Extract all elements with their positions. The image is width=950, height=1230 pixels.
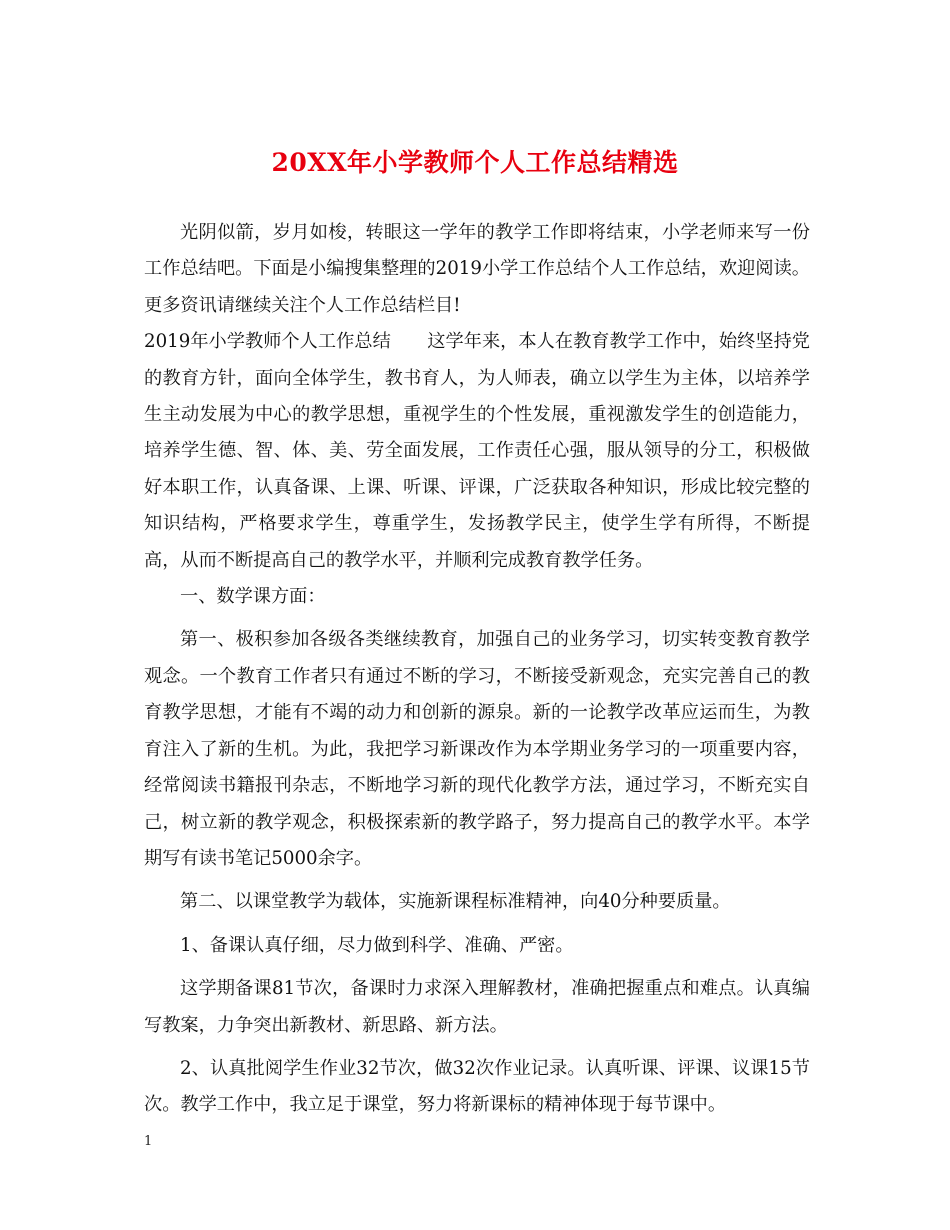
page-number: 1 [144,1134,153,1149]
section-heading-math: 一、数学课方面： [180,586,326,608]
item-two-paragraph: 2、认真批阅学生作业32节次，做32次作业记录。认真听课、评课、议课15节次。教学工作中，我立足于课堂，努力将新课标的精神体现于每节课中。 [144,1057,810,1116]
point-two-paragraph: 第二、以课堂教学为载体，实施新课程标准精神，向40分种要质量。 [180,891,731,913]
document-body [144,215,810,1124]
item-one-heading: 1、备课认真仔细，尽力做到科学、准确、严密。 [180,934,574,956]
document-title: 20XX年小学教师个人工作总结精选 [271,148,679,177]
item-one-detail: 这学期备课81节次，备课时力求深入理解教材，准确把握重点和难点。认真编写教案，力争突出新教材、新思路、新方法。 [144,978,810,1036]
intro-paragraph: 光阴似箭，岁月如梭，转眼这一学年的教学工作即将结束，小学老师来写一份工作总结吧。下面是小编搜集整理的2019小学工作总结个人工作总结，欢迎阅读。更多资讯请继续关注个人工作总结栏目! [144,222,810,316]
summary-paragraph: 2019年小学教师个人工作总结 这学年来，本人在教育教学工作中，始终坚持党的教育方针，面向全体学生，教书育人，为人师表，确立以学生为主体，以培养学生主动发展为中心的教学思想，重视学生的个性发展，重视激发学生的创造能力，培养学生德、智、体、美、劳全面发展，工作责任心强，服从领导的分工，积极做好本职工作，认真备课、上课、听课、评课，广泛获取各种知识，形成比较完整的知识结构，严格要求学生，尊重学生，发扬教学民主，使学生学有所得，不断提高，从而不断提高自己的教学水平，并顺利完成教育教学任务。 [144,331,810,571]
point-one-paragraph: 第一、极积参加各级各类继续教育，加强自己的业务学习，切实转变教育教学观念。一个教育工作者只有通过不断的学习，不断接受新观念，充实完善自己的教育教学思想，才能有不竭的动力和创新的源泉。新的一论教学改革应运而生，为教育注入了新的生机。为此，我把学习新课改作为本学期业务学习的一项重要内容，经常阅读书籍报刊杂志，不断地学习新的现代化教学方法，通过学习，不断充实自己，树立新的教学观念，积极探索新的教学路子，努力提高自己的教学水平。本学期写有读书笔记5000余字。 [144,629,810,869]
